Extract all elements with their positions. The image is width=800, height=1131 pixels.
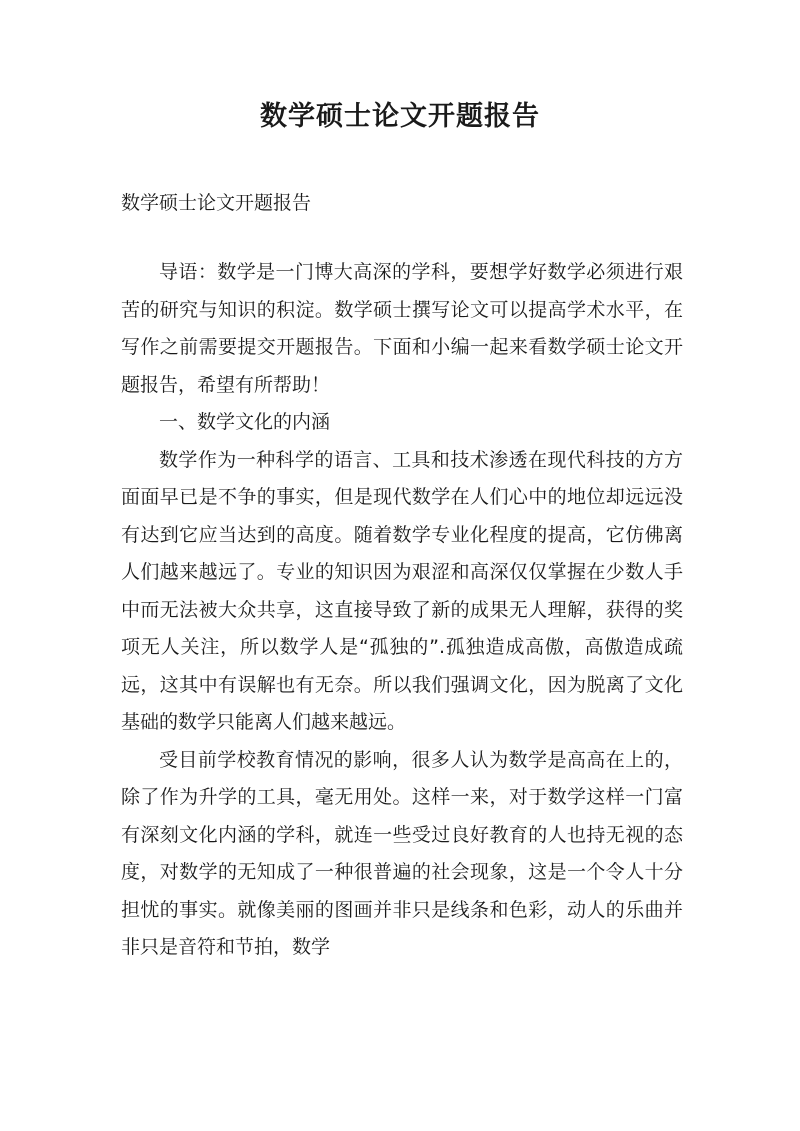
intro-paragraph: 导语：数学是一门博大高深的学科，要想学好数学必须进行艰苦的研究与知识的积淀。数学硕士撰写论文可以提高学术水平，在写作之前需要提交开题报告。下面和小编一起来看数学硕士论文开题报告，希望有所帮助！: [121, 261, 683, 396]
document-body: [121, 254, 683, 967]
section-heading: 一、数学文化的内涵: [159, 411, 331, 433]
body-paragraph: 数学作为一种科学的语言、工具和技术渗透在现代科技的方方面面早已是不争的事实，但是现代数学在人们心中的地位却远远没有达到它应当达到的高度。随着数学专业化程度的提高，它仿佛离人们越来越远了。专业的知识因为艰涩和高深仅仅掌握在少数人手中而无法被大众共享，这直接导致了新的成果无人理解，获得的奖项无人关注，所以数学人是“孤独的”.孤独造成高傲，高傲造成疏远，这其中有误解也有无奈。所以我们强调文化，因为脱离了文化基础的数学只能离人们越来越远。: [121, 448, 683, 733]
body-paragraph: 受目前学校教育情况的影响，很多人认为数学是高高在上的，除了作为升学的工具，毫无用处。这样一来，对于数学这样一门富有深刻文化内涵的学科，就连一些受过良好教育的人也持无视的态度，对数学的无知成了一种很普遍的社会现象，这是一个令人十分担忧的事实。就像美丽的图画并非只是线条和色彩，动人的乐曲并非只是音符和节拍，数学: [121, 748, 683, 958]
document-title: 数学硕士论文开题报告: [260, 101, 540, 132]
document-subtitle: 数学硕士论文开题报告: [121, 192, 312, 214]
